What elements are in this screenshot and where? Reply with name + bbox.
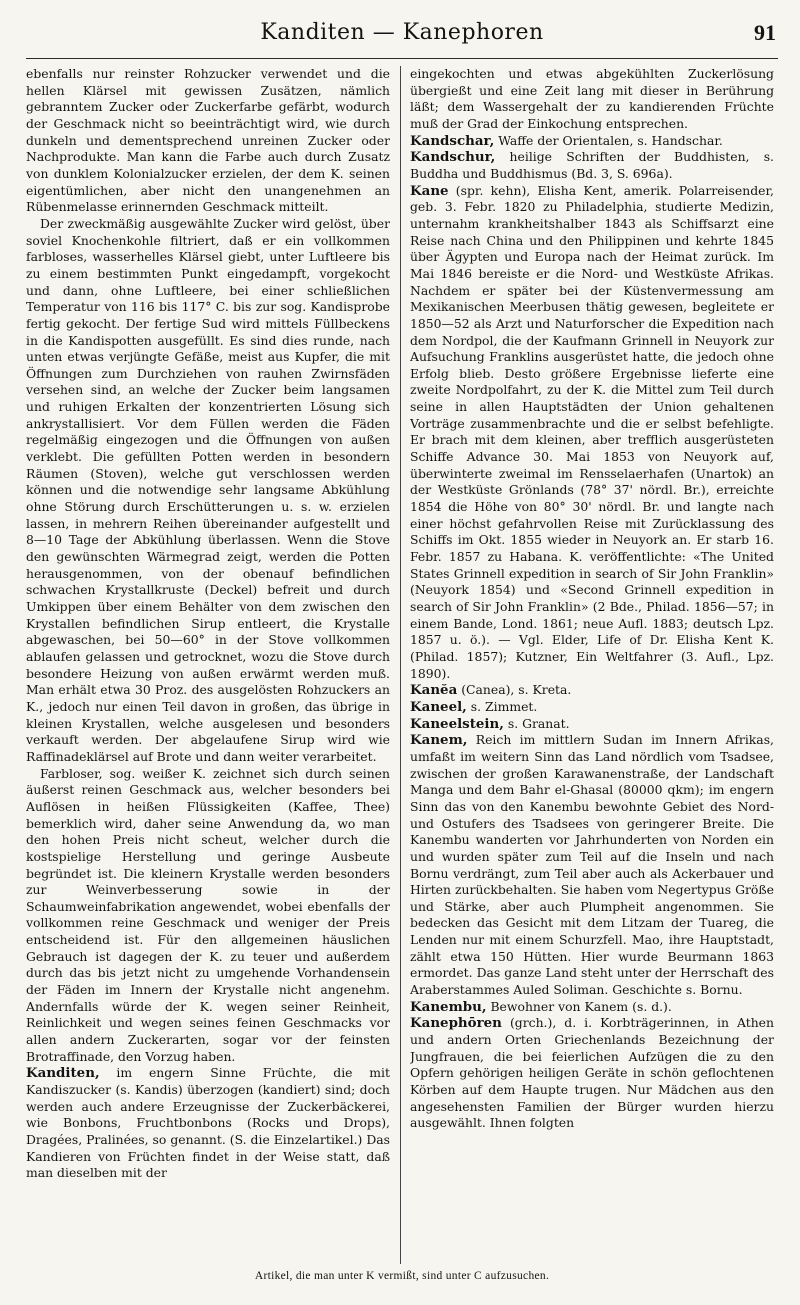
headword: Kanephōren: [410, 1015, 502, 1032]
headword: Kanĕa: [410, 682, 458, 699]
entry-text: Waffe der Orientalen, s. Handschar.: [494, 132, 723, 148]
headword: Kanem,: [410, 732, 468, 749]
entry-kanembu: [410, 999, 774, 1016]
headword: Kaneelstein,: [410, 715, 504, 732]
dictionary-page: [26, 14, 778, 1294]
paragraph: eingekochten und etwas abgekühlten Zuckerlösung übergießt und eine Zeit lang mit dieser in Berührung läßt; dem Wassergehalt der zu kandierenden Früchte muß der Grad der Einkochung entsprechen.: [410, 66, 774, 131]
entry-text: (spr. kehn), Elisha Kent, amerik. Polarreisender, geb. 3. Febr. 1820 zu Philadelphia, studierte Medizin, unternahm krankheitshalber 1843 als Schiffsarzt eine Reise nach China und den Philippinen und kehrte 1845 über Ägypten und Europa nach der Heimat zurück. Im Mai 1846 bereiste er die Nord- und Westküste Afrikas. Nachdem er später bei der Küstenvermessung am Mexikanischen Meerbusen thätig gewesen, begleitete er 1850—52 als Arzt und Naturforscher die Expedition nach dem Nordpol, die der Kaufmann Grinnell in Neuyork zur Aufsuchung Franklins ausgerüstet hatte, die jedoch ohne Erfolg blieb. Desto größere Ergebnisse lieferte eine zweite Nordpolfahrt, zu der K. die Mittel zum Teil durch seine in allen Hauptstädten der Union gehaltenen Vorträge zusammenbrachte und die er selbst befehligte. Er brach mit dem kleinen, aber trefflich ausgerüsteten Schiffe Advance 30. Mai 1853 von Neuyork auf, überwinterte zweimal im Rensselaerhafen (Unartok) an der Westküste Grönlands (78° 37' nördl. Br.), erreichte 1854 die Höhe von 80° 30' nördl. Br. und langte nach einer höchst gefahrvollen Reise mit Zurücklassung des Schiffs im Okt. 1855 wieder in Neuyork an. Er starb 16. Febr. 1857 zu Habana. K. veröffentlichte: «The United States Grinnell expedition in search of Sir John Franklin» (Neuyork 1854) und «Second Grinnell expedition in search of Sir John Franklin» (2 Bde., Philad. 1856—57; in einem Bande, Lond. 1861; neue Aufl. 1883; deutsch Lpz. 1857 u. ö.). — Vgl. Elder, Life of Dr. Elisha Kent K. (Philad. 1857); Kutzner, Ein Weltfahrer (3. Aufl., Lpz. 1890).: [410, 182, 774, 681]
entry-text: (Canea), s. Kreta.: [457, 682, 572, 698]
entry-text: Reich im mittlern Sudan im Innern Afrikas, umfaßt im weitern Sinn das Land nördlich vom Tsadsee, zwischen der großen Karawanenstraße, der Landschaft Manga und dem Bahr el-Ghasal (80000 qkm); im engern Sinn das von den Kanembu bewohnte Gebiet des Nord- und Ostufers des Tsadsees von geringerer Breite. Die Kanembu wanderten vor Jahrhunderten von Norden ein und wurden später zum Teil auf die Inseln und nach Bornu verdrängt, zum Teil aber auch als Ackerbauer und Hirten zurückbehalten. Sie haben vom Negertypus Größe und Stärke, aber auch Plumpheit angenommen. Sie bedecken das Gesicht mit dem Litzam der Tuareg, die Lenden nur mit einem Schurzfell. Mao, ihre Hauptstadt, zählt etwa 150 Hütten. Hier wurde Beurmann 1863 ermordet. Das ganze Land steht unter der Herrschaft des Araberstammes Auled Soliman. Geschichte s. Bornu.: [410, 732, 774, 998]
entry-kaneelstein: [410, 716, 774, 733]
entry-text: s. Granat.: [503, 715, 570, 731]
paragraph: Der zweckmäßig ausgewählte Zucker wird gelöst, über soviel Knochenkohle filtriert, daß er ein vollkommen farbloses, wasserhelles Klärsel giebt, unter Luftleere bis zu einem bestimmten Punkt eingedampft, vorgekocht und dann, ohne Luftleere, bei einer schließlichen Temperatur von 116 bis 117° C. bis zur sog. Kandisprobe fertig gekocht. Der fertige Sud wird mittels Füllbeckens in die Kandispotten ausgefüllt. Es sind dies runde, nach unten etwas verjüngte Gefäße, meist aus Kupfer, die mit Öffnungen zum Durchziehen von rauhen Zwirnsfäden versehen sind, an welche der Zucker beim langsamen und ruhigen Erkalten der konzentrierten Lösung sich ankrystallisiert. Vor dem Füllen werden die Fäden regelmäßig eingezogen und die Öffnungen von außen verklebt. Die gefüllten Potten werden in besondern Räumen (Stoven), welche gut verschlossen werden können und die notwendige sehr langsame Abkühlung ohne Störung durch Erschütterungen u. s. w. erzielen lassen, in mehrern Reihen übereinander aufgestellt und 8—10 Tage der Abkühlung überlassen. Wenn die Stove den gewünschten Wärmegrad zeigt, werden die Potten herausgenommen, von der obenauf befindlichen schwachen Krystallkruste (Deckel) befreit und durch Umkippen über einem Behälter von dem zwischen den Krystallen befindlichen Sirup entleert, die Krystalle abgewaschen, bei 50—60° in der Stove vollkommen ablaufen gelassen und getrocknet, wozu die Stove durch besondere Heizung von außen erwärmt werden muß. Man erhält etwa 30 Proz. des ausgelösten Rohzuckers an K., jedoch nur einen Teil davon in großen, das übrige in kleinen Krystallen, welche ausgelesen und besonders verkauft werden. Der abgelaufene Sirup wird wie Raffinadeklärsel auf Brote und dann weiter verarbeitet.: [26, 215, 390, 764]
right-column: [410, 66, 774, 1264]
headword: Kanembu,: [410, 998, 487, 1015]
page-number: 91: [754, 20, 776, 45]
page-footer-note: Artikel, die man unter K vermißt, sind unter C aufzusuchen.: [254, 1270, 550, 1282]
headword: Kanditen,: [26, 1065, 100, 1082]
left-column: [26, 66, 390, 1264]
entry-text: im engern Sinne Früchte, die mit Kandiszucker (s. Kandis) überzogen (kandiert) sind; doch werden auch andere Erzeugnisse der Zuckerbäckerei, wie Bonbons, Fruchtbonbons (Rocks und Drops), Dragées, Pralinées, so genannt. (S. die Einzelartikel.) Das Kandieren von Früchten findet in der Weise statt, daß man dieselben mit der: [26, 1065, 390, 1181]
entry-kanditen: [26, 1065, 390, 1182]
paragraph: Farbloser, sog. weißer K. zeichnet sich durch seinen äußerst reinen Geschmack aus, welcher besonders bei Auflösen in heißen Flüssigkeiten (Kaffee, Thee) bemerklich wird, daher seine Anwendung da, wo man den hohen Preis nicht scheut, welcher durch die kostspielige Herstellung und geringe Ausbeute begründet ist. Die kleinern Krystalle werden besonders zur Weinverbesserung sowie in der Schaumweinfabrikation angewendet, wobei ebenfalls der vollkommen reine Geschmack und weniger der Preis entscheidend ist. Für den allgemeinen häuslichen Gebrauch ist dagegen der K. zu teuer und außerdem durch das bis jetzt nicht zu umgehende Vorhandensein der Fäden im Innern der Krystalle nicht angenehm. Andernfalls würde der K. wegen seiner Reinheit, Reinlichkeit und wegen seines feinen Geschmacks vor allen andern Zuckerarten, sogar vor der feinsten Brotraffinade, den Vorzug haben.: [26, 765, 390, 1064]
headword: Kandschar,: [410, 132, 495, 149]
entry-kanem: [410, 732, 774, 999]
entry-text: (grch.), d. i. Korbträgerinnen, in Athen und andern Orten Griechenlands Bezeichnung der Jungfrauen, die bei feierlichen Aufzügen die zu den Opfern gehörigen heiligen Geräte in schön geflochtenen Körben auf dem Haupte trugen. Nur Mädchen aus den angesehensten Familien der Bürger wurden hierzu ausgewählt. Ihnen folgten: [410, 1015, 774, 1131]
column-divider: [400, 66, 401, 1264]
entry-text: s. Zimmet.: [466, 698, 538, 714]
headword: Kane: [410, 182, 449, 199]
entry-kandschar: [410, 133, 774, 150]
paragraph: ebenfalls nur reinster Rohzucker verwendet und die hellen Klärsel mit gewissen Zusätzen, nämlich gebranntem Zucker oder Zuckerfarbe gefärbt, wodurch der Geschmack nicht so beeinträchtigt wird, wie durch dunkeln und dementsprechend unreinen Zucker oder Nachprodukte. Man kann die Farbe auch durch Zusatz von dunklem Kolonialzucker erzielen, der dem K. seinen eigentümlichen, aber nicht den unangenehmen an Rübenmelasse erinnernden Geschmack mitteilt.: [26, 66, 390, 215]
entry-kandschur: [410, 149, 774, 182]
page-header: [26, 14, 778, 59]
page-title: Kanditen — Kanephoren: [260, 20, 544, 45]
entry-kanephoren: [410, 1015, 774, 1132]
entry-kaneel: [410, 699, 774, 716]
entry-text: Bewohner von Kanem (s. d.).: [486, 998, 672, 1014]
headword: Kandschur,: [410, 149, 496, 166]
entry-kane: [410, 183, 774, 683]
headword: Kaneel,: [410, 698, 467, 715]
entry-kanea: [410, 682, 774, 699]
entry-text: heilige Schriften der Buddhisten, s. Buddha und Buddhismus (Bd. 3, S. 696a).: [410, 149, 774, 181]
text-columns: [26, 66, 778, 1264]
